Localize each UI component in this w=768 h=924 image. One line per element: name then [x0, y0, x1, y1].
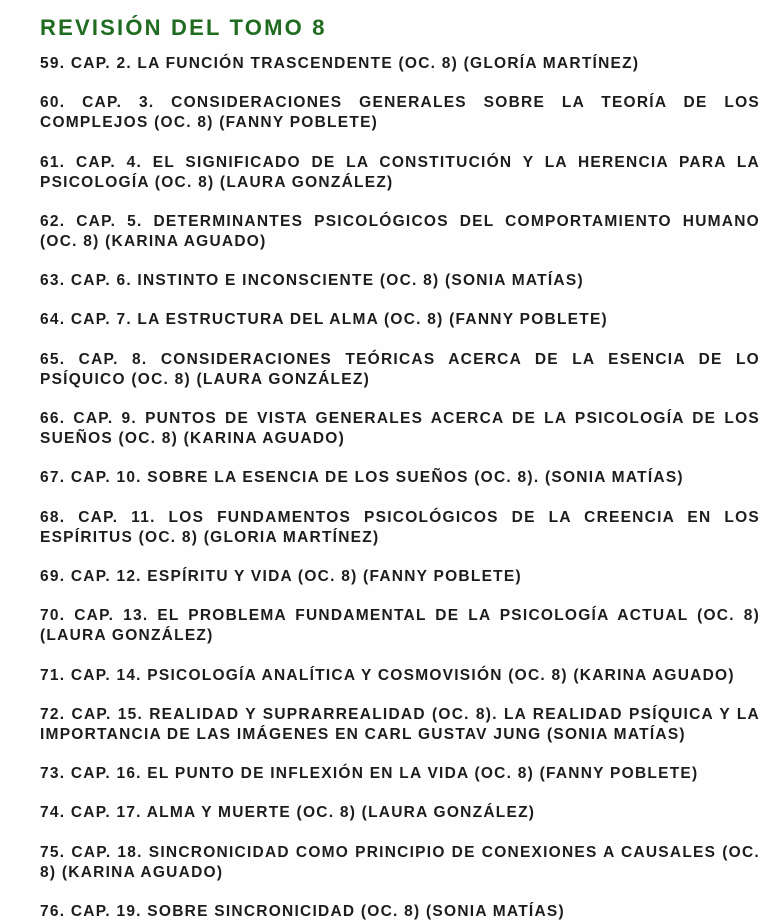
list-item: 69. CAP. 12. ESPÍRITU Y VIDA (OC. 8) (FANNY POBLETE) [40, 567, 522, 585]
list-item: 66. CAP. 9. PUNTOS DE VISTA GENERALES ACERCA DE LA PSICOLOGÍA DE LOS SUEÑOS (OC. 8) (KARINA AGUADO) [40, 410, 760, 448]
list-item: 68. CAP. 11. LOS FUNDAMENTOS PSICOLÓGICOS DE LA CREENCIA EN LOS ESPÍRITUS (OC. 8) (GLORIA MARTÍNEZ) [40, 508, 760, 546]
list-item: 70. CAP. 13. EL PROBLEMA FUNDAMENTAL DE LA PSICOLOGÍA ACTUAL (OC. 8) (LAURA GONZÁLEZ) [40, 607, 760, 645]
list-item: 61. CAP. 4. EL SIGNIFICADO DE LA CONSTITUCIÓN Y LA HERENCIA PARA LA PSICOLOGÍA (OC. 8) (LAURA GONZÁLEZ) [40, 153, 760, 191]
list-item: 71. CAP. 14. PSICOLOGÍA ANALÍTICA Y COSMOVISIÓN (OC. 8) (KARINA AGUADO) [40, 666, 735, 684]
list-item: 75. CAP. 18. SINCRONICIDAD COMO PRINCIPIO DE CONEXIONES A CAUSALES (OC. 8) (KARINA AGUADO) [40, 843, 760, 881]
list-item: 76. CAP. 19. SOBRE SINCRONICIDAD (OC. 8) (SONIA MATÍAS) [40, 903, 565, 921]
list-item: 63. CAP. 6. INSTINTO E INCONSCIENTE (OC. 8) (SONIA MATÍAS) [40, 272, 584, 290]
list-item: 73. CAP. 16. EL PUNTO DE INFLEXIÓN EN LA VIDA (OC. 8) (FANNY POBLETE) [40, 765, 699, 783]
list-item: 62. CAP. 5. DETERMINANTES PSICOLÓGICOS DEL COMPORTAMIENTO HUMANO (OC. 8) (KARINA AGUADO) [40, 212, 760, 250]
list-item: 65. CAP. 8. CONSIDERACIONES TEÓRICAS ACERCA DE LA ESENCIA DE LO PSÍQUICO (OC. 8) (LAURA GONZÁLEZ) [40, 350, 760, 388]
list-item: 74. CAP. 17. ALMA Y MUERTE (OC. 8) (LAURA GONZÁLEZ) [40, 804, 536, 822]
list-item: 60. CAP. 3. CONSIDERACIONES GENERALES SOBRE LA TEORÍA DE LOS COMPLEJOS (OC. 8) (FANNY POBLETE) [40, 94, 760, 132]
list-item: 64. CAP. 7. LA ESTRUCTURA DEL ALMA (OC. 8) (FANNY POBLETE) [40, 311, 608, 329]
page-title: REVISIÓN DEL TOMO 8 [40, 15, 327, 40]
chapter-review-list [40, 54, 760, 922]
list-item: 72. CAP. 15. REALIDAD Y SUPRARREALIDAD (OC. 8). LA REALIDAD PSÍQUICA Y LA IMPORTANCIA DE LAS IMÁGENES EN CARL GUSTAV JUNG (SONIA MATÍAS) [40, 705, 760, 743]
list-item: 67. CAP. 10. SOBRE LA ESENCIA DE LOS SUEÑOS (OC. 8). (SONIA MATÍAS) [40, 469, 684, 487]
list-item: 59. CAP. 2. LA FUNCIÓN TRASCENDENTE (OC. 8) (GLORÍA MARTÍNEZ) [40, 55, 640, 72]
